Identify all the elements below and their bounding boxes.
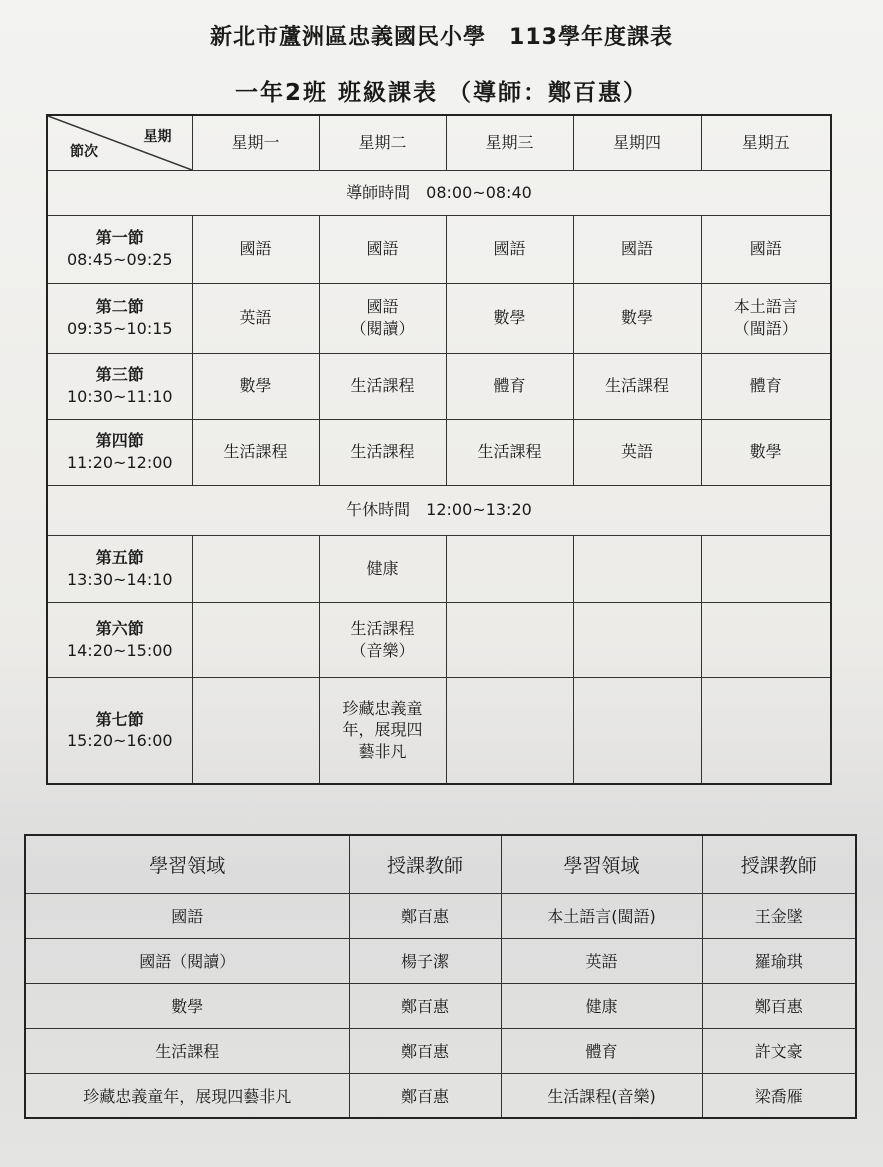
period-cell xyxy=(47,215,192,283)
subject-text: 國語 xyxy=(749,239,782,259)
subject-text: 本土語言 （閩語） xyxy=(733,297,798,338)
subject-text: 國語 xyxy=(366,239,399,259)
subject-text: 生活課程 xyxy=(350,376,415,396)
corner-cell xyxy=(47,115,192,170)
class-subtitle: 一年2班 班級課表 （導師：鄭百惠） xyxy=(234,80,649,106)
subject-text: 國語 xyxy=(493,239,526,259)
subject-text: 體育 xyxy=(749,376,782,396)
subject-text: 數學 xyxy=(620,308,653,328)
period-name: 第五節 xyxy=(95,547,144,567)
subject-cell xyxy=(701,535,831,602)
period-row xyxy=(47,677,831,784)
teacher-header: 授課教師 xyxy=(702,835,856,893)
teacher-row xyxy=(25,1028,856,1073)
teacher-cell: 英語 xyxy=(501,938,702,983)
period-row xyxy=(47,353,831,419)
period-name: 第六節 xyxy=(95,618,144,638)
period-row xyxy=(47,535,831,602)
subject-cell xyxy=(446,283,573,353)
teacher-header-row xyxy=(25,835,856,893)
period-row xyxy=(47,419,831,485)
period-time: 13:30~14:10 xyxy=(66,569,173,589)
period-time: 11:20~12:00 xyxy=(66,453,173,472)
period-row xyxy=(47,283,831,353)
subject-cell xyxy=(192,677,319,784)
subject-cell xyxy=(192,283,319,353)
period-row xyxy=(47,602,831,677)
period-name: 第一節 xyxy=(95,228,144,248)
subject-text: 生活課程 xyxy=(350,442,415,462)
teacher-cell: 許文豪 xyxy=(702,1028,856,1073)
period-row xyxy=(47,215,831,283)
subject-text: 數學 xyxy=(493,308,526,328)
day-header: 星期三 xyxy=(446,115,573,170)
day-header: 星期二 xyxy=(319,115,446,170)
teacher-cell: 梁喬雁 xyxy=(702,1073,856,1118)
period-time: 15:20~16:00 xyxy=(66,731,173,751)
homeroom-row xyxy=(47,170,831,215)
lunch-row xyxy=(47,485,831,535)
teacher-cell: 國語 xyxy=(25,893,349,938)
corner-day-label: 星期 xyxy=(143,129,172,145)
period-time: 08:45~09:25 xyxy=(66,250,173,269)
teacher-header: 學習領域 xyxy=(25,835,349,893)
teacher-cell: 鄭百惠 xyxy=(349,893,501,938)
school-title: 新北市蘆洲區忠義國民小學 113學年度課表 xyxy=(210,25,673,50)
subject-text: 數學 xyxy=(239,376,272,396)
subject-cell xyxy=(573,353,701,419)
teacher-cell: 鄭百惠 xyxy=(702,983,856,1028)
day-header: 星期四 xyxy=(573,115,701,170)
teacher-cell: 數學 xyxy=(25,983,349,1028)
period-cell xyxy=(47,353,192,419)
teacher-header: 授課教師 xyxy=(349,835,501,893)
teacher-row xyxy=(25,983,856,1028)
subject-cell xyxy=(319,419,446,485)
period-cell xyxy=(47,535,192,602)
subject-cell xyxy=(701,215,831,283)
teacher-row xyxy=(25,1073,856,1118)
teacher-cell: 生活課程(音樂) xyxy=(501,1073,702,1118)
corner-period-label: 節次 xyxy=(70,143,98,160)
teacher-cell: 本土語言(閩語) xyxy=(501,893,702,938)
teacher-row xyxy=(25,938,856,983)
period-cell xyxy=(47,419,192,485)
subject-text: 生活課程 xyxy=(477,442,542,462)
subject-cell xyxy=(192,419,319,485)
subject-text: 生活課程 xyxy=(223,442,288,462)
teacher-cell: 鄭百惠 xyxy=(349,983,501,1028)
period-name: 第四節 xyxy=(95,431,144,451)
subject-text: 生活課程 （音樂） xyxy=(350,618,415,660)
subject-cell xyxy=(701,677,831,784)
subject-cell xyxy=(319,602,446,677)
subject-cell xyxy=(573,215,701,283)
teacher-cell: 生活課程 xyxy=(25,1028,349,1073)
subject-text: 數學 xyxy=(749,442,782,462)
period-cell xyxy=(47,283,192,353)
subject-cell xyxy=(446,353,573,419)
subject-cell xyxy=(446,602,573,677)
subject-cell xyxy=(192,215,319,283)
teacher-cell: 珍藏忠義童年，展現四藝非凡 xyxy=(25,1073,349,1118)
teacher-cell: 羅瑜琪 xyxy=(702,938,856,983)
subject-cell xyxy=(701,353,831,419)
subject-cell xyxy=(446,535,573,602)
subject-cell xyxy=(192,353,319,419)
period-time: 14:20~15:00 xyxy=(66,640,173,660)
subject-cell xyxy=(192,602,319,677)
subject-cell xyxy=(701,419,831,485)
subject-cell xyxy=(446,419,573,485)
subject-cell xyxy=(573,419,701,485)
subject-text: 國語 xyxy=(239,239,272,259)
period-name: 第七節 xyxy=(95,709,144,729)
period-time: 09:35~10:15 xyxy=(66,319,173,338)
subject-cell xyxy=(573,283,701,353)
teacher-cell: 楊子潔 xyxy=(349,938,501,983)
period-name: 第二節 xyxy=(95,297,144,317)
teacher-cell: 鄭百惠 xyxy=(349,1028,501,1073)
day-header: 星期五 xyxy=(701,115,831,170)
subject-cell xyxy=(446,677,573,784)
subject-text: 英語 xyxy=(239,308,272,328)
subject-cell xyxy=(319,535,446,602)
subject-cell xyxy=(701,602,831,677)
teacher-assignment-table xyxy=(24,834,857,1119)
subject-cell xyxy=(319,677,446,784)
subject-cell xyxy=(319,283,446,353)
subject-cell xyxy=(319,353,446,419)
subject-cell xyxy=(573,535,701,602)
subject-text: 國語 xyxy=(620,239,653,259)
subject-cell xyxy=(573,602,701,677)
day-header: 星期一 xyxy=(192,115,319,170)
subject-cell xyxy=(446,215,573,283)
homeroom-label: 導師時間 08:00~08:40 xyxy=(47,170,831,215)
teacher-cell: 鄭百惠 xyxy=(349,1073,501,1118)
subject-cell xyxy=(192,535,319,602)
period-name: 第三節 xyxy=(95,365,144,385)
teacher-cell: 王金墜 xyxy=(702,893,856,938)
subject-text: 體育 xyxy=(493,376,526,396)
subject-text: 健康 xyxy=(366,558,399,578)
teacher-cell: 健康 xyxy=(501,983,702,1028)
subject-text: 英語 xyxy=(620,442,653,462)
period-cell xyxy=(47,677,192,784)
teacher-header: 學習領域 xyxy=(501,835,702,893)
period-time: 10:30~11:10 xyxy=(66,387,173,406)
subject-text: 生活課程 xyxy=(604,376,669,396)
subject-text: 珍藏忠義童 年，展現四 藝非凡 xyxy=(342,698,423,762)
subject-cell xyxy=(701,283,831,353)
teacher-row xyxy=(25,893,856,938)
teacher-cell: 體育 xyxy=(501,1028,702,1073)
lunch-label: 午休時間 12:00~13:20 xyxy=(47,485,831,535)
subject-cell xyxy=(319,215,446,283)
class-schedule-table xyxy=(46,114,832,785)
schedule-header-row xyxy=(47,115,831,170)
period-cell xyxy=(47,602,192,677)
subject-cell xyxy=(573,677,701,784)
subject-text: 國語 （閱讀） xyxy=(350,297,415,338)
teacher-cell: 國語（閱讀） xyxy=(25,938,349,983)
